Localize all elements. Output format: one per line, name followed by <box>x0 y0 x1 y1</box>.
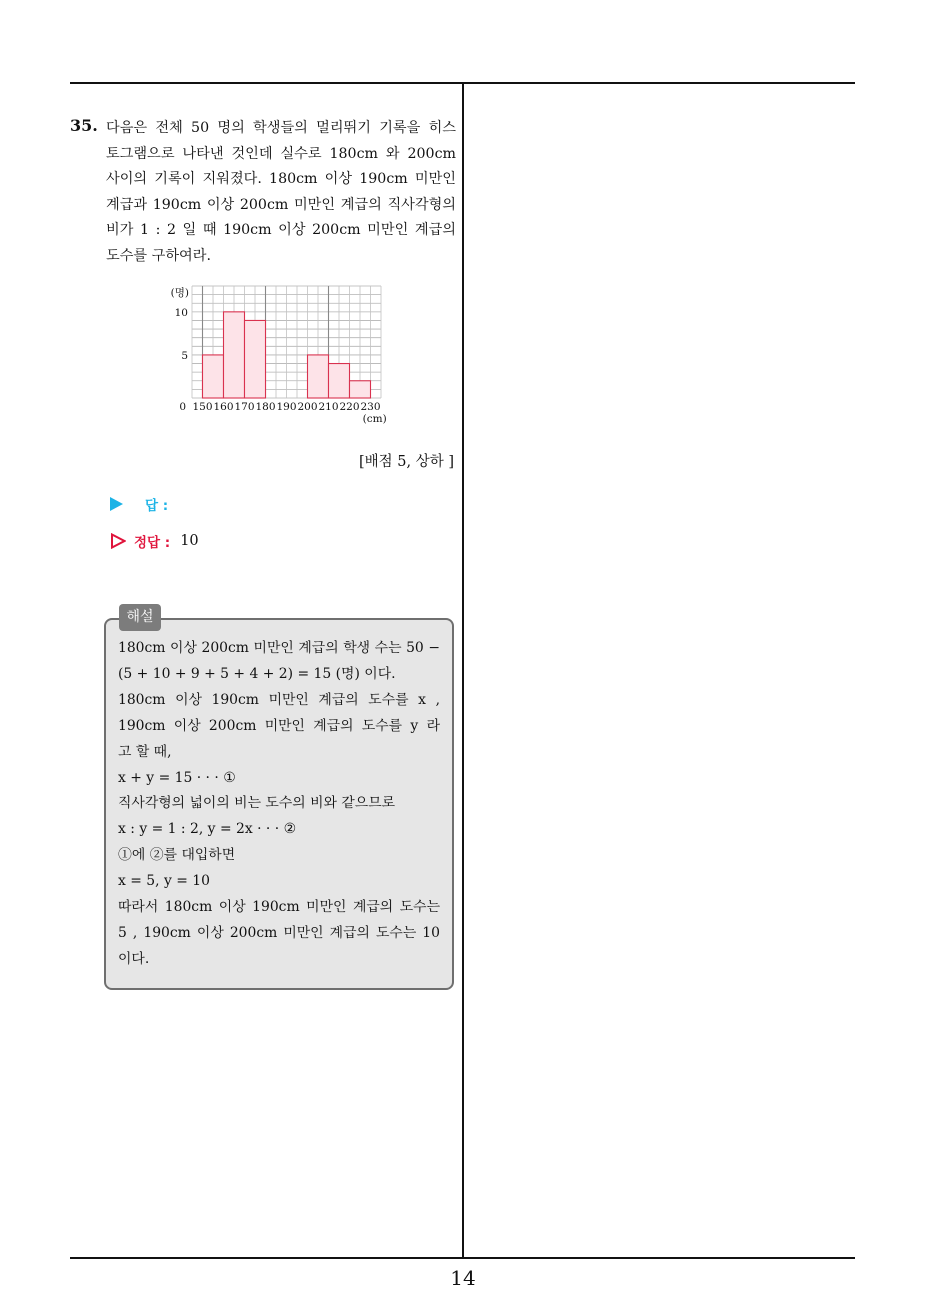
histogram-bar <box>203 355 224 398</box>
solution-tag: 해설 <box>119 604 161 631</box>
answer-label: 답 : <box>145 498 169 514</box>
y-tick-label: 10 <box>174 306 188 319</box>
solution-line: 5 , 190cm 이상 200cm 미만인 계급의 도수는 10 <box>118 924 440 941</box>
page-number: 14 <box>450 1266 476 1290</box>
solution-line: 180cm 이상 190cm 미만인 계급의 도수를 x , <box>118 691 440 708</box>
bottom-rule <box>70 1257 855 1259</box>
column-divider <box>462 82 464 1259</box>
solution-line: x : y = 1 : 2, y = 2x · · · ② <box>118 821 297 838</box>
x-tick-label: 220 <box>339 401 360 413</box>
question-line: 도수를 구하여라. <box>106 247 211 264</box>
solution-line: 따라서 180cm 이상 190cm 미만인 계급의 도수는 <box>118 899 440 916</box>
y-axis-label: (명) <box>170 287 189 299</box>
correct-answer-value: 10 <box>180 533 199 549</box>
solution-line: x = 5, y = 10 <box>118 873 210 890</box>
x-tick-label: 190 <box>276 401 297 413</box>
solution-line: 이다. <box>118 950 150 967</box>
x-tick-label: 200 <box>297 401 318 413</box>
x-tick-label: 180 <box>255 401 276 413</box>
question-line: 비가 1 : 2 일 때 190cm 이상 200cm 미만인 계급의 <box>106 222 456 239</box>
solution-line: 고 할 때, <box>118 743 172 760</box>
x-tick-label: 150 <box>192 401 213 413</box>
solution-line: x + y = 15 · · · ① <box>118 769 236 786</box>
histogram-bar <box>245 320 266 398</box>
histogram-bar <box>329 364 350 398</box>
y-tick-label: 5 <box>181 349 188 362</box>
x-tick-label: 160 <box>213 401 234 413</box>
x-axis-label: (cm) <box>362 413 387 425</box>
question-line: 사이의 기록이 지워졌다. 180cm 이상 190cm 미만인 <box>106 171 456 188</box>
question-line: 계급과 190cm 이상 200cm 미만인 계급의 직사각형의 <box>106 196 456 213</box>
outline-triangle-icon <box>110 533 126 549</box>
histogram-bar <box>308 355 329 398</box>
x-tick-label: 210 <box>318 401 339 413</box>
histogram-svg <box>160 278 400 428</box>
answer-row <box>110 494 168 514</box>
correct-answer-label: 정답 : <box>134 535 171 551</box>
score-tag: [배점 5, 상하 ] <box>358 454 454 470</box>
correct-answer-row <box>110 531 199 551</box>
solution-text <box>118 636 440 973</box>
question-line: 토그램으로 나타낸 것인데 실수로 180cm 와 200cm <box>106 145 456 162</box>
histogram-bar <box>224 312 245 398</box>
x-tick-label: 170 <box>234 401 255 413</box>
x-tick-label: 230 <box>360 401 381 413</box>
question-line: 다음은 전체 50 명의 학생들의 멀리뛰기 기록을 히스 <box>106 120 456 136</box>
solution-line: 180cm 이상 200cm 미만인 계급의 학생 수는 50 − <box>118 640 440 656</box>
histogram-bar <box>350 381 371 398</box>
origin-label: 0 <box>179 401 186 413</box>
question-number: 35. <box>70 116 98 135</box>
solution-line: ①에 ②를 대입하면 <box>118 847 236 864</box>
solution-line: 직사각형의 넓이의 비는 도수의 비와 같으므로 <box>118 795 396 812</box>
histogram-chart <box>160 278 400 428</box>
question-text <box>106 116 456 270</box>
solution-line: 190cm 이상 200cm 미만인 계급의 도수를 y 라 <box>118 717 440 734</box>
solution-line: (5 + 10 + 9 + 5 + 4 + 2) = 15 (명) 이다. <box>118 665 396 682</box>
play-triangle-icon <box>110 497 123 511</box>
